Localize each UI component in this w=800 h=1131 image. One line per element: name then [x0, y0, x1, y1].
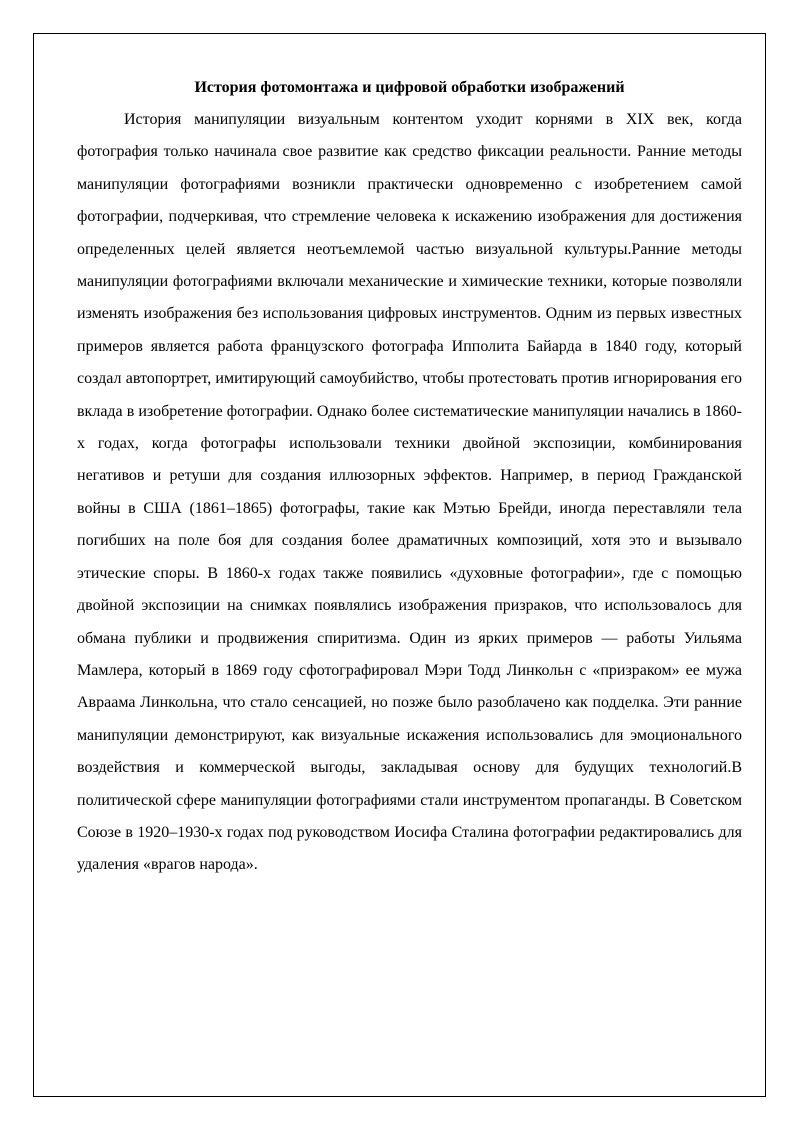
body-paragraph: История манипуляции визуальным контентом уходит корнями в XIX век, когда фотография только начинала свое развитие как средство фиксации реальности. Ранние методы манипуляции фотографиями возникли практически одновременно с изобретением самой фотографии, подчеркивая, что стремление человека к искажению изображения для достижения определенных целей является неотъемлемой частью визуальной культуры.Ранние методы манипуляции фотографиями включали механические и химические техники, которые позволяли изменять изображения без использования цифровых инструментов. Одним из первых известных примеров является работа французского фотографа Ипполита Байарда в 1840 году, который создал автопортрет, имитирующий самоубийство, чтобы протестовать против игнорирования его вклада в изобретение фотографии. Однако более систематические манипуляции начались в 1860-х годах, когда фотографы использовали техники двойной экспозиции, комбинирования негативов и ретуши для создания иллюзорных эффектов. Например, в период Гражданской войны в США (1861–1865) фотографы, такие как Мэтью Брейди, иногда переставляли тела погибших на поле боя для создания более драматичных композиций, хотя это и вызывало этические споры. В 1860-х годах также появились «духовные фотографии», где с помощью двойной экспозиции на снимках появлялись изображения призраков, что использовалось для обмана публики и продвижения спиритизма. Один из ярких примеров — работы Уильяма Мамлера, который в 1869 году сфотографировал Мэри Тодд Линкольн с «призраком» ее мужа Авраама Линкольна, что стало сенсацией, но позже было разоблачено как подделка. Эти ранние манипуляции демонстрируют, как визуальные искажения использовались для эмоционального воздействия и коммерческой выгоды, закладывая основу для будущих технологий.В политической сфере манипуляции фотографиями стали инструментом пропаганды. В Советском Союзе в 1920–1930-х годах под руководством Иосифа Сталина фотографии редактировались для удаления «врагов народа».: [77, 111, 742, 874]
document-title: История фотомонтажа и цифровой обработки изображений: [194, 79, 625, 96]
document-page: [33, 33, 766, 1097]
page-content: [77, 76, 742, 882]
